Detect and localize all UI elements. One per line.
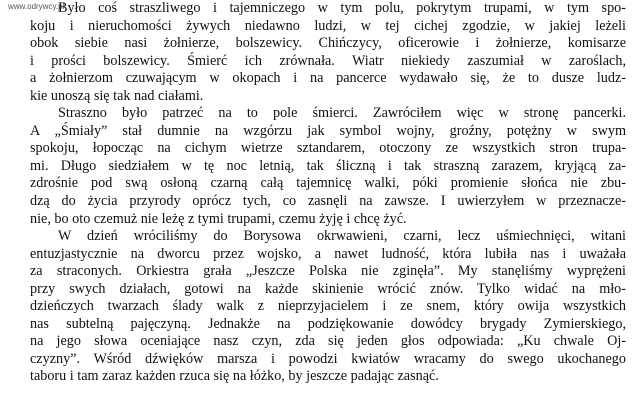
text-line: a żołnierzom czuwającym w okopach i na pancerce wydawało się, że to dusze ludz- <box>30 70 626 87</box>
text-line: A „Śmiały” stał dumnie na wzgórzu jak symbol wojny, groźny, potężny w swym <box>30 122 626 139</box>
text-line: W dzień wróciliśmy do Borysowa okrwawieni, czarni, lecz uśmiechnięci, witani <box>58 228 626 245</box>
text-line: przy swych działach, gotowi na każde skinienie wrócić znów. Tylko widać na mło- <box>30 280 626 297</box>
text-line: taboru i tam zaraz każden rzuca się na łóżko, by jeszcze padając zasnąć. <box>30 368 439 385</box>
text-line: dzieńczych twarzach ślady walk z nieprzyjacielem i ze snem, który owija wszystkich <box>30 298 626 315</box>
text-line: i prości bolszewicy. Śmierć ich zrównała. Wiatr niekiedy zaszumiał w zaroślach, <box>30 52 626 69</box>
paragraph-3 <box>30 228 626 386</box>
text-line: koju i nieruchomości żywych niedawno ludzi, w tej cichej zgodzie, w jakiej leżeli <box>30 17 626 34</box>
text-line: za straconych. Orkiestra grała „Jeszcze Polska nie zginęła”. My stanęliśmy wyprężeni <box>30 263 626 280</box>
text-line: na jego słowa oceniające nasz czyn, zda się jeden głos odpowiada: „Ku chwale Oj- <box>30 333 626 350</box>
paragraph-1 <box>30 0 626 105</box>
text-line: czyzny”. Wśród dźwięków marsza i powodzi kwiatów wracamy do swego ukochanego <box>30 350 626 367</box>
text-line: obok siebie nasi żołnierze, bolszewicy. Chińczycy, oficerowie i żołnierze, komisarze <box>30 35 626 52</box>
text-line: nie, bo oto czemuż nie leżę z tymi trupami, czemu żyję i chcę żyć. <box>30 210 407 227</box>
watermark: www.odrywcy.pl <box>8 2 65 11</box>
text-line: kie unoszą się tak nad ciałami. <box>30 87 204 104</box>
paragraph-2 <box>30 105 626 228</box>
text-line: dzą do życia przyrody oprócz tych, co zasnęli na zawsze. I uwierzyłem w przeznacze- <box>30 193 626 210</box>
text-line: mi. Długo siedziałem w tę noc letnią, tak śliczną i tak straszną zarazem, kryjącą za- <box>30 157 626 174</box>
text-line: Straszno było patrzeć na to pole śmierci. Zawróciłem więc w stronę pancerki. <box>58 105 626 122</box>
body-text <box>30 0 626 386</box>
text-line: spokoju, łopocząc na cichym wietrze sztandarem, otoczony ze wszystkich stron trupa- <box>30 140 626 157</box>
text-line: nas subtelną pajęczyną. Jednakże na podziękowanie dowódcy brygady Zymierskiego, <box>30 315 626 332</box>
text-line: Było coś straszliwego i tajemniczego w tym polu, pokrytym trupami, w tym spo- <box>58 0 626 16</box>
text-line: zdrośnie pod swą osłoną czarną całą tajemnicę walki, póki promienie słońca nie zbu- <box>30 175 626 192</box>
text-line: entuzjastycznie na dworcu przez wojsko, a nawet ludność, która lubiła nas i uważała <box>30 245 626 262</box>
